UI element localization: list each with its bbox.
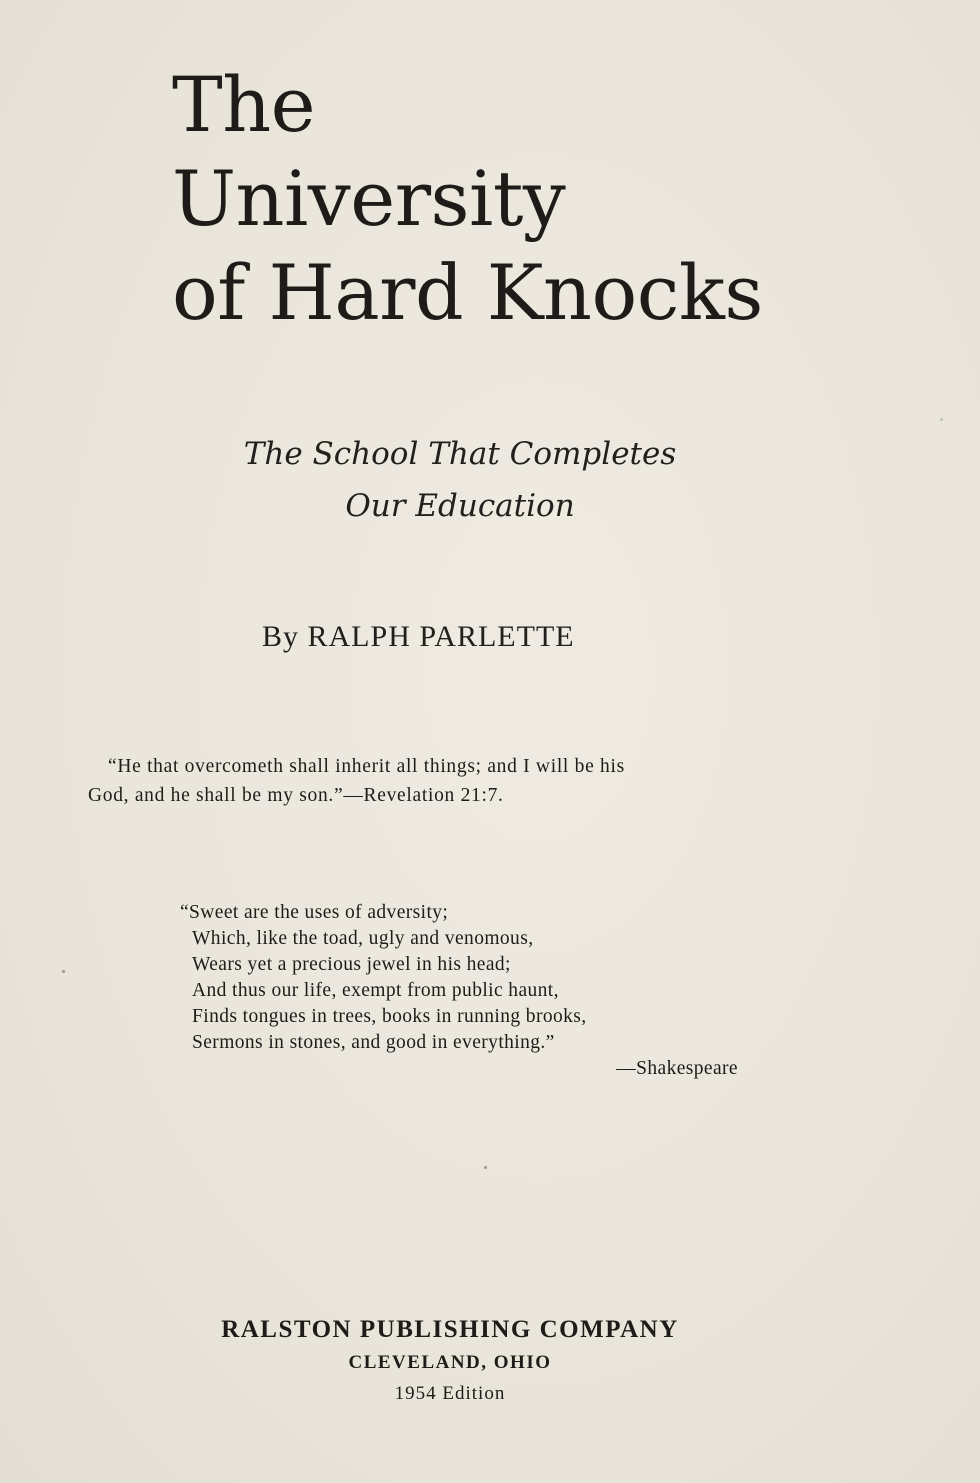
book-title-line-3: of Hard Knocks: [172, 248, 763, 337]
quote-line: And thus our life, exempt from public haunt,: [192, 980, 559, 1001]
book-subtitle: [200, 428, 720, 532]
paper-speck: [62, 970, 65, 973]
publisher-imprint: [150, 1313, 750, 1409]
quote-attribution: —Shakespeare: [616, 1058, 738, 1079]
quote-line: Finds tongues in trees, books in running brooks,: [192, 1006, 587, 1027]
epigraph-line-2: God, and he shall be my son.”—Revelation 21:7.: [88, 785, 504, 806]
book-title-line-1: The: [172, 60, 316, 149]
quote-line: Wears yet a precious jewel in his head;: [192, 954, 511, 975]
edition-note: 1954 Edition: [394, 1383, 506, 1404]
author-byline: By RALPH PARLETTE: [262, 620, 575, 653]
quote-line: Which, like the toad, ugly and venomous,: [192, 928, 534, 949]
book-subtitle-line-2: Our Education: [345, 488, 575, 524]
book-title-line-2: University: [172, 154, 566, 243]
publisher-city: CLEVELAND, OHIO: [348, 1352, 552, 1373]
book-subtitle-line-1: The School That Completes: [243, 436, 677, 472]
paper-speck: [484, 1166, 487, 1169]
shakespeare-quote: [180, 900, 740, 1082]
quote-line: Sermons in stones, and good in everything.”: [192, 1032, 555, 1053]
paper-speck: [940, 418, 943, 421]
bible-epigraph: [88, 752, 828, 810]
quote-line: “Sweet are the uses of adversity;: [180, 902, 449, 923]
publisher-name: RALSTON PUBLISHING COMPANY: [221, 1316, 679, 1343]
epigraph-line-1: “He that overcometh shall inherit all things; and I will be his: [108, 756, 625, 777]
book-title: [172, 58, 763, 340]
